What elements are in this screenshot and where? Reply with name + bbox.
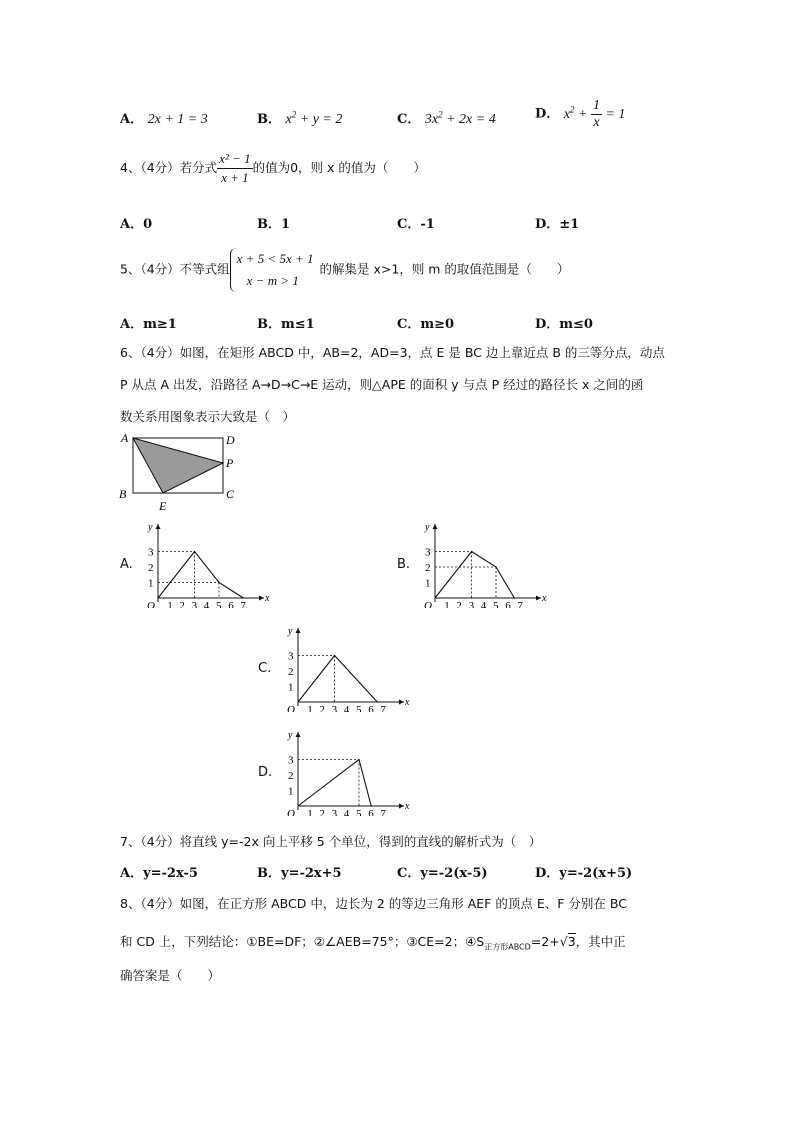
label-d: D — [226, 433, 235, 447]
data-point — [358, 759, 359, 760]
label-p: P — [226, 456, 234, 470]
x-axis-label: x — [265, 593, 270, 604]
y-axis-arrow — [296, 732, 301, 737]
q6-rectangle-figure — [115, 430, 250, 515]
x-tick-label: 5 — [216, 600, 222, 608]
q4-option-c: C．-1 — [397, 217, 435, 232]
q6-line-2: P 从点 A 出发，沿路径 A→D→C→E 运动，则△APE 的面积 y 与点 P 经过的路径长 x 之间的函 — [120, 377, 644, 392]
y-axis-label: y — [148, 522, 153, 533]
data-point — [194, 551, 195, 552]
q6-line-1: 6、（4分）如图，在矩形 ABCD 中，AB=2，AD=3，点 E 是 BC 边上靠近点 B 的三等分点，动点 — [120, 345, 665, 360]
y-axis-label: y — [425, 522, 430, 533]
x-tick-label: 2 — [319, 808, 325, 816]
y-tick-label: 2 — [288, 666, 294, 678]
x-tick-label: 7 — [517, 600, 523, 608]
label-c: C — [226, 487, 235, 501]
data-point — [371, 805, 372, 806]
x-tick-label: 3 — [468, 600, 475, 608]
y-tick-label: 1 — [425, 577, 431, 590]
data-point — [495, 566, 496, 567]
graph-option-b-label: B. — [397, 557, 411, 572]
label-a: A — [121, 431, 129, 445]
triangle-ape — [133, 438, 223, 493]
x-tick-label: 7 — [380, 808, 386, 816]
x-tick-label: 7 — [380, 704, 386, 712]
x-tick-label: 5 — [356, 808, 362, 816]
x-axis-arrow — [399, 700, 404, 705]
series-line — [298, 656, 377, 703]
y-tick-label: 3 — [288, 650, 294, 663]
q6-line-3: 数关系用图象表示大致是（ ） — [120, 409, 296, 424]
q5-option-d: D．m≤0 — [535, 317, 593, 332]
q7-option-d: D．y=-2(x+5) — [535, 866, 633, 881]
data-point — [243, 597, 244, 598]
q4-option-b: B．1 — [257, 217, 291, 232]
x-tick-label: 2 — [319, 704, 325, 712]
q5-option-c: C．m≥0 — [397, 317, 455, 332]
x-tick-label: 1 — [307, 704, 313, 712]
y-tick-label: 3 — [288, 754, 294, 767]
x-axis-label: x — [542, 593, 547, 604]
q3-option-d: D． $x^2$ + $\frac{1}{x}$ = 1 — [535, 98, 626, 130]
series-line — [435, 552, 514, 599]
x-tick-label: 3 — [191, 600, 198, 608]
data-point — [514, 597, 515, 598]
q5-option-a: A．m≥1 — [120, 317, 177, 332]
q7-option-a: A．y=-2x-5 — [120, 866, 198, 881]
x-axis-label: x — [405, 697, 410, 708]
x-tick-label: 6 — [368, 704, 374, 712]
series-line — [158, 552, 243, 599]
y-tick-label: 2 — [288, 770, 294, 782]
y-axis-label: y — [288, 730, 293, 741]
data-point — [297, 805, 298, 806]
graph-a — [142, 520, 272, 608]
q3-option-c: C． $3x^2 + 2x = 4$ — [397, 109, 496, 127]
x-tick-label: 2 — [179, 600, 185, 608]
graph-b — [419, 520, 549, 608]
x-tick-label: 2 — [456, 600, 462, 608]
x-tick-label: 1 — [444, 600, 450, 608]
series-line — [298, 760, 371, 807]
data-point — [377, 701, 378, 702]
y-tick-label: 2 — [148, 562, 154, 574]
x-tick-label: 6 — [505, 600, 511, 608]
q3-option-b: B． $x^2 + y = 2$ — [257, 109, 343, 127]
x-tick-label: 5 — [493, 600, 499, 608]
y-axis-arrow — [296, 628, 301, 633]
x-tick-label: 4 — [480, 600, 487, 608]
q8-line-3: 确答案是（ ） — [120, 968, 221, 983]
q5-stem: 5、（4分）不等式组 x + 5 < 5x + 1 x − m > 1 的解集是 x>1，则 m 的取值范围是（ ） — [120, 248, 569, 292]
y-tick-label: 3 — [148, 546, 154, 559]
y-tick-label: 1 — [288, 785, 294, 798]
origin-label: O — [147, 600, 155, 608]
y-tick-label: 1 — [148, 577, 154, 590]
x-tick-label: 1 — [307, 808, 313, 816]
q4-option-a: A．0 — [120, 217, 153, 232]
data-point — [334, 655, 335, 656]
x-tick-label: 4 — [203, 600, 210, 608]
x-tick-label: 3 — [331, 808, 338, 816]
x-tick-label: 6 — [368, 808, 374, 816]
q3-option-a: A． 2x + 1 = 3 — [120, 112, 208, 127]
x-tick-label: 3 — [331, 704, 338, 712]
graph-option-d-label: D. — [258, 765, 273, 780]
q4-option-d: D．±1 — [535, 217, 580, 232]
label-b: B — [119, 487, 127, 501]
x-axis-label: x — [405, 801, 410, 812]
data-point — [218, 582, 219, 583]
graph-d — [282, 728, 412, 816]
origin-label: O — [424, 600, 432, 608]
q5-option-b: B．m≤1 — [257, 317, 315, 332]
graph-c — [282, 624, 412, 712]
x-axis-arrow — [399, 804, 404, 809]
graph-option-c-label: C. — [258, 661, 272, 676]
x-tick-label: 4 — [343, 704, 350, 712]
x-axis-arrow — [536, 596, 541, 601]
origin-label: O — [287, 808, 295, 816]
q7-option-c: C．y=-2(x-5) — [397, 866, 488, 881]
data-point — [471, 551, 472, 552]
data-point — [157, 597, 158, 598]
x-tick-label: 6 — [228, 600, 234, 608]
x-tick-label: 7 — [240, 600, 246, 608]
y-axis-arrow — [433, 524, 438, 529]
y-tick-label: 1 — [288, 681, 294, 694]
x-tick-label: 5 — [356, 704, 362, 712]
q8-line-1: 8、（4分）如图，在正方形 ABCD 中，边长为 2 的等边三角形 AEF 的顶点 E、F 分别在 BC — [120, 896, 627, 911]
q8-line-2: 和 CD 上，下列结论：①BE=DF；②∠AEB=75°；③CE=2；$④S_{正方形ABCD}=2+√3$，其中正 — [120, 934, 626, 952]
y-tick-label: 2 — [425, 562, 431, 574]
graph-option-a-label: A. — [120, 557, 133, 572]
data-point — [434, 597, 435, 598]
y-axis-label: y — [288, 626, 293, 637]
y-axis-arrow — [156, 524, 161, 529]
y-tick-label: 3 — [425, 546, 431, 559]
data-point — [297, 701, 298, 702]
q4-stem: 4、（4分）若分式 $\frac{\text{x² − 1}}{x + 1}$ 的值为0，则 x 的值为（ ） — [120, 151, 426, 185]
q7-option-b: B．y=-2x+5 — [257, 866, 342, 881]
q7-stem: 7、（4分）将直线 y=-2x 向上平移 5 个单位，得到的直线的解析式为（ ） — [120, 834, 542, 849]
x-tick-label: 1 — [167, 600, 173, 608]
origin-label: O — [287, 704, 295, 712]
x-tick-label: 4 — [343, 808, 350, 816]
label-e: E — [159, 499, 167, 513]
x-axis-arrow — [259, 596, 264, 601]
